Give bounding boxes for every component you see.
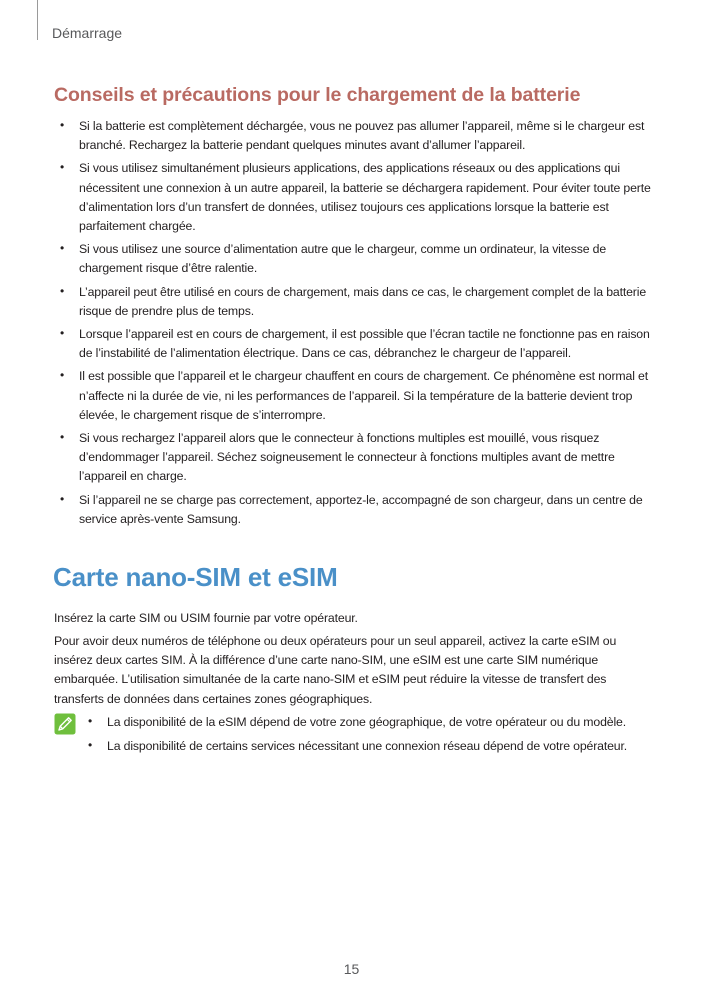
list-item (54, 283, 654, 321)
bullet-dot-icon: • (60, 491, 65, 506)
list-item-text: La disponibilité de la eSIM dépend de votre zone géographique, de votre opérateur ou du modèle. (107, 715, 626, 729)
list-item (54, 491, 654, 529)
bullet-dot-icon: • (60, 283, 65, 298)
charging-tips-list (54, 117, 654, 533)
list-item (82, 713, 662, 732)
list-item-text: Si vous rechargez l’appareil alors que le connecteur à fonctions multiples est mouillé, vous risquez d’endommager l’appareil. Séchez soigneusement le connecteur à fonctions multiples avant de mettre l’appareil en charge. (79, 431, 615, 484)
list-item (54, 367, 654, 425)
bullet-dot-icon: • (60, 326, 65, 341)
bullet-dot-icon: • (60, 118, 65, 132)
list-item-text: Il est possible que l’appareil et le chargeur chauffent en cours de chargement. Ce phénomène est normal et n’affecte ni la durée de vie, ni les performances de l’appareil. Si la température de la batterie devient trop élevée, le chargement risque de s’interrompre. (79, 369, 649, 422)
charging-tips-heading: Conseils et précautions pour le chargement de la batterie (54, 84, 581, 106)
list-item-text: Si vous utilisez une source d’alimentation autre que le chargeur, comme un ordinateur, la vitesse de chargement risque d’être ralentie. (79, 242, 607, 276)
list-item (54, 240, 654, 278)
list-item (54, 325, 654, 363)
note-pencil-icon (54, 713, 76, 735)
list-item-text: Lorsque l’appareil est en cours de chargement, il est possible que l’écran tactile ne fonctionne pas en raison de l’instabilité de l’alimentation électrique. Dans ce cas, débranchez le chargeur de l’appareil. (79, 327, 650, 361)
list-item-text: L’appareil peut être utilisé en cours de chargement, mais dans ce cas, le chargement complet de la batterie risque de prendre plus de temps. (79, 284, 647, 318)
bullet-dot-icon: • (60, 160, 65, 175)
sim-notes-list (82, 713, 662, 761)
list-item (54, 159, 654, 236)
list-item (54, 117, 654, 155)
sim-section-heading: Carte nano-SIM et eSIM (53, 562, 338, 592)
sim-dual-paragraph: Pour avoir deux numéros de téléphone ou deux opérateurs pour un seul appareil, activez la carte eSIM ou insérez deux cartes SIM. À la différence d’une carte nano-SIM, une eSIM est une carte SIM numérique embarquée. L’utilisation simultanée de la carte nano-SIM et eSIM peut réduire la vitesse de transfert des transferts de données dans certaines zones géographiques. (54, 634, 617, 706)
bullet-dot-icon: • (88, 714, 93, 728)
bullet-dot-icon: • (60, 368, 65, 383)
bullet-dot-icon: • (88, 738, 93, 753)
bullet-dot-icon: • (60, 241, 65, 256)
bullet-dot-icon: • (60, 430, 65, 445)
list-item-text: Si vous utilisez simultanément plusieurs applications, des applications réseaux ou des applications qui nécessitent une connexion à un autre appareil, la batterie se déchargera rapidement. Pour éviter toute perte d’alimentation lors d’un transfert de données, utilisez toujours ces applications lorsque la batterie est parfaitement chargée. (79, 161, 651, 234)
list-item (54, 429, 654, 487)
header-rule (37, 0, 38, 40)
list-item-text: Si la batterie est complètement déchargée, vous ne pouvez pas allumer l’appareil, même si le chargeur est branché. Rechargez la batterie pendant quelques minutes avant d’allumer l’appareil. (79, 119, 645, 153)
page-number: 15 (343, 961, 360, 977)
list-item-text: La disponibilité de certains services nécessitant une connexion réseau dépend de votre opérateur. (107, 739, 628, 754)
list-item (82, 737, 662, 756)
chapter-label: Démarrage (52, 25, 123, 41)
sim-intro-paragraph: Insérez la carte SIM ou USIM fournie par votre opérateur. (54, 611, 358, 625)
list-item-text: Si l’appareil ne se charge pas correctement, apportez-le, accompagné de son chargeur, dans un centre de service après-vente Samsung. (79, 492, 643, 526)
